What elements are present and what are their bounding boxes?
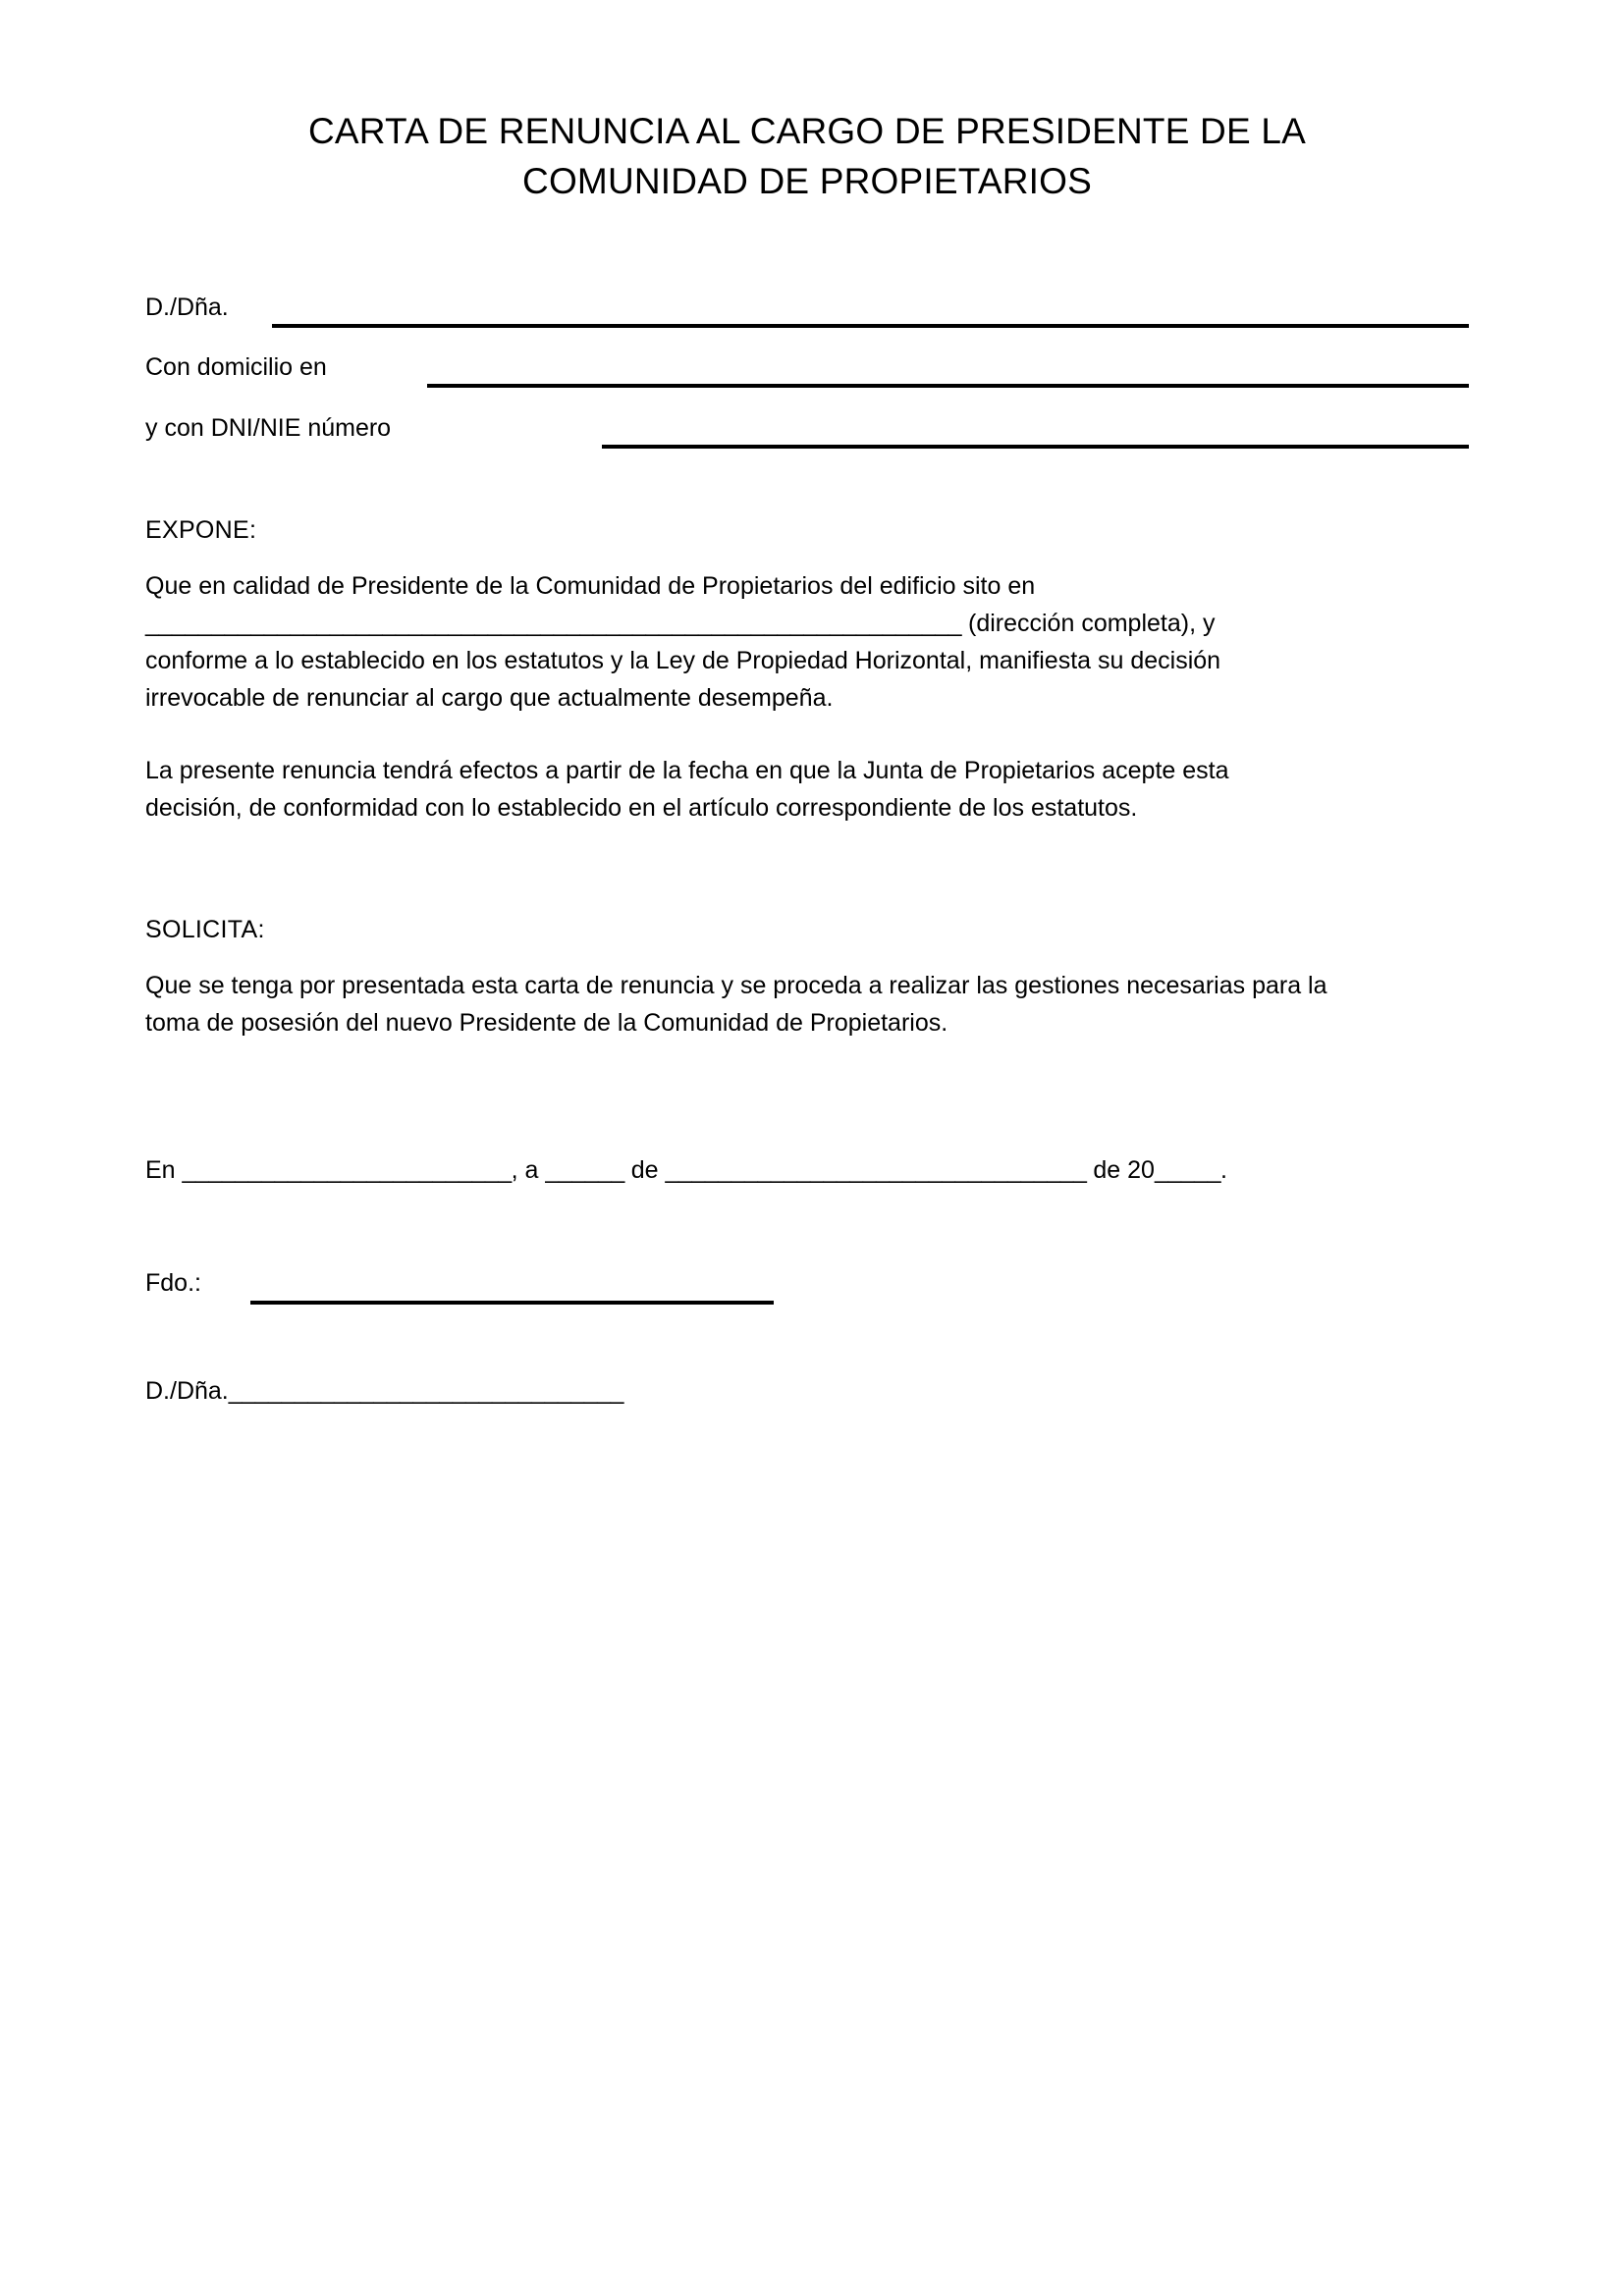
field-row-domicilio [145, 350, 1469, 396]
section-heading-solicita: SOLICITA: [145, 916, 265, 943]
date-sep-1: , a [511, 1156, 546, 1184]
date-line [145, 1153, 1469, 1187]
expone-line-4: irrevocable de renunciar al cargo que actualmente desempeña. [145, 684, 834, 712]
page-title-line-2: COMUNIDAD DE PROPIETARIOS [522, 161, 1092, 201]
field-rule-domicilio[interactable] [427, 384, 1469, 388]
page-title [145, 106, 1469, 206]
signature-name-row [145, 1374, 623, 1408]
signature-fdo-label: Fdo.: [145, 1269, 201, 1297]
expone-p2-line-1: La presente renuncia tendrá efectos a partir de la fecha en que la Junta de Propietarios acepte esta [145, 757, 1229, 784]
date-sep-3: de 20 [1086, 1156, 1155, 1184]
date-sep-2: de [623, 1156, 666, 1184]
page-title-line-1: CARTA DE RENUNCIA AL CARGO DE PRESIDENTE DE LA [308, 111, 1306, 151]
date-day-blank[interactable]: ______ [545, 1156, 624, 1184]
expone-paragraph-2 [145, 752, 1469, 827]
field-rule-dni[interactable] [602, 445, 1469, 449]
field-row-dni [145, 411, 1469, 456]
field-row-nombre [145, 291, 1469, 336]
date-year-blank[interactable]: _____ [1154, 1156, 1220, 1184]
date-prefix: En [145, 1156, 183, 1184]
signature-fdo-rule[interactable] [250, 1301, 774, 1305]
field-label-domicilio: Con domicilio en [145, 353, 327, 381]
signature-name-blank[interactable]: ______________________________ [228, 1377, 623, 1405]
signature-name-label: D./Dña. [145, 1377, 229, 1405]
solicita-paragraph [145, 967, 1469, 1041]
field-rule-nombre[interactable] [272, 324, 1469, 328]
solicita-line-2: toma de posesión del nuevo Presidente de la Comunidad de Propietarios. [145, 1009, 948, 1037]
field-label-nombre: D./Dña. [145, 294, 229, 321]
solicita-line-1: Que se tenga por presentada esta carta de renuncia y se proceda a realizar las gestiones necesarias para la [145, 972, 1327, 999]
expone-address-blank[interactable]: ______________________________________________________________ [145, 610, 962, 637]
expone-address-caption: (dirección completa), y [961, 610, 1216, 637]
date-suffix: . [1220, 1156, 1227, 1184]
date-place-blank[interactable]: _________________________ [182, 1156, 512, 1184]
field-label-dni: y con DNI/NIE número [145, 414, 392, 442]
section-heading-expone: EXPONE: [145, 516, 257, 544]
expone-line-1: Que en calidad de Presidente de la Comunidad de Propietarios del edificio sito en [145, 572, 1036, 600]
date-month-blank[interactable]: ________________________________ [665, 1156, 1087, 1184]
expone-line-3: conforme a lo establecido en los estatutos y la Ley de Propiedad Horizontal, manifiesta su decisión [145, 647, 1221, 674]
expone-p2-line-2: decisión, de conformidad con lo establecido en el artículo correspondiente de los estatutos. [145, 794, 1138, 822]
expone-paragraph-1 [145, 567, 1469, 717]
